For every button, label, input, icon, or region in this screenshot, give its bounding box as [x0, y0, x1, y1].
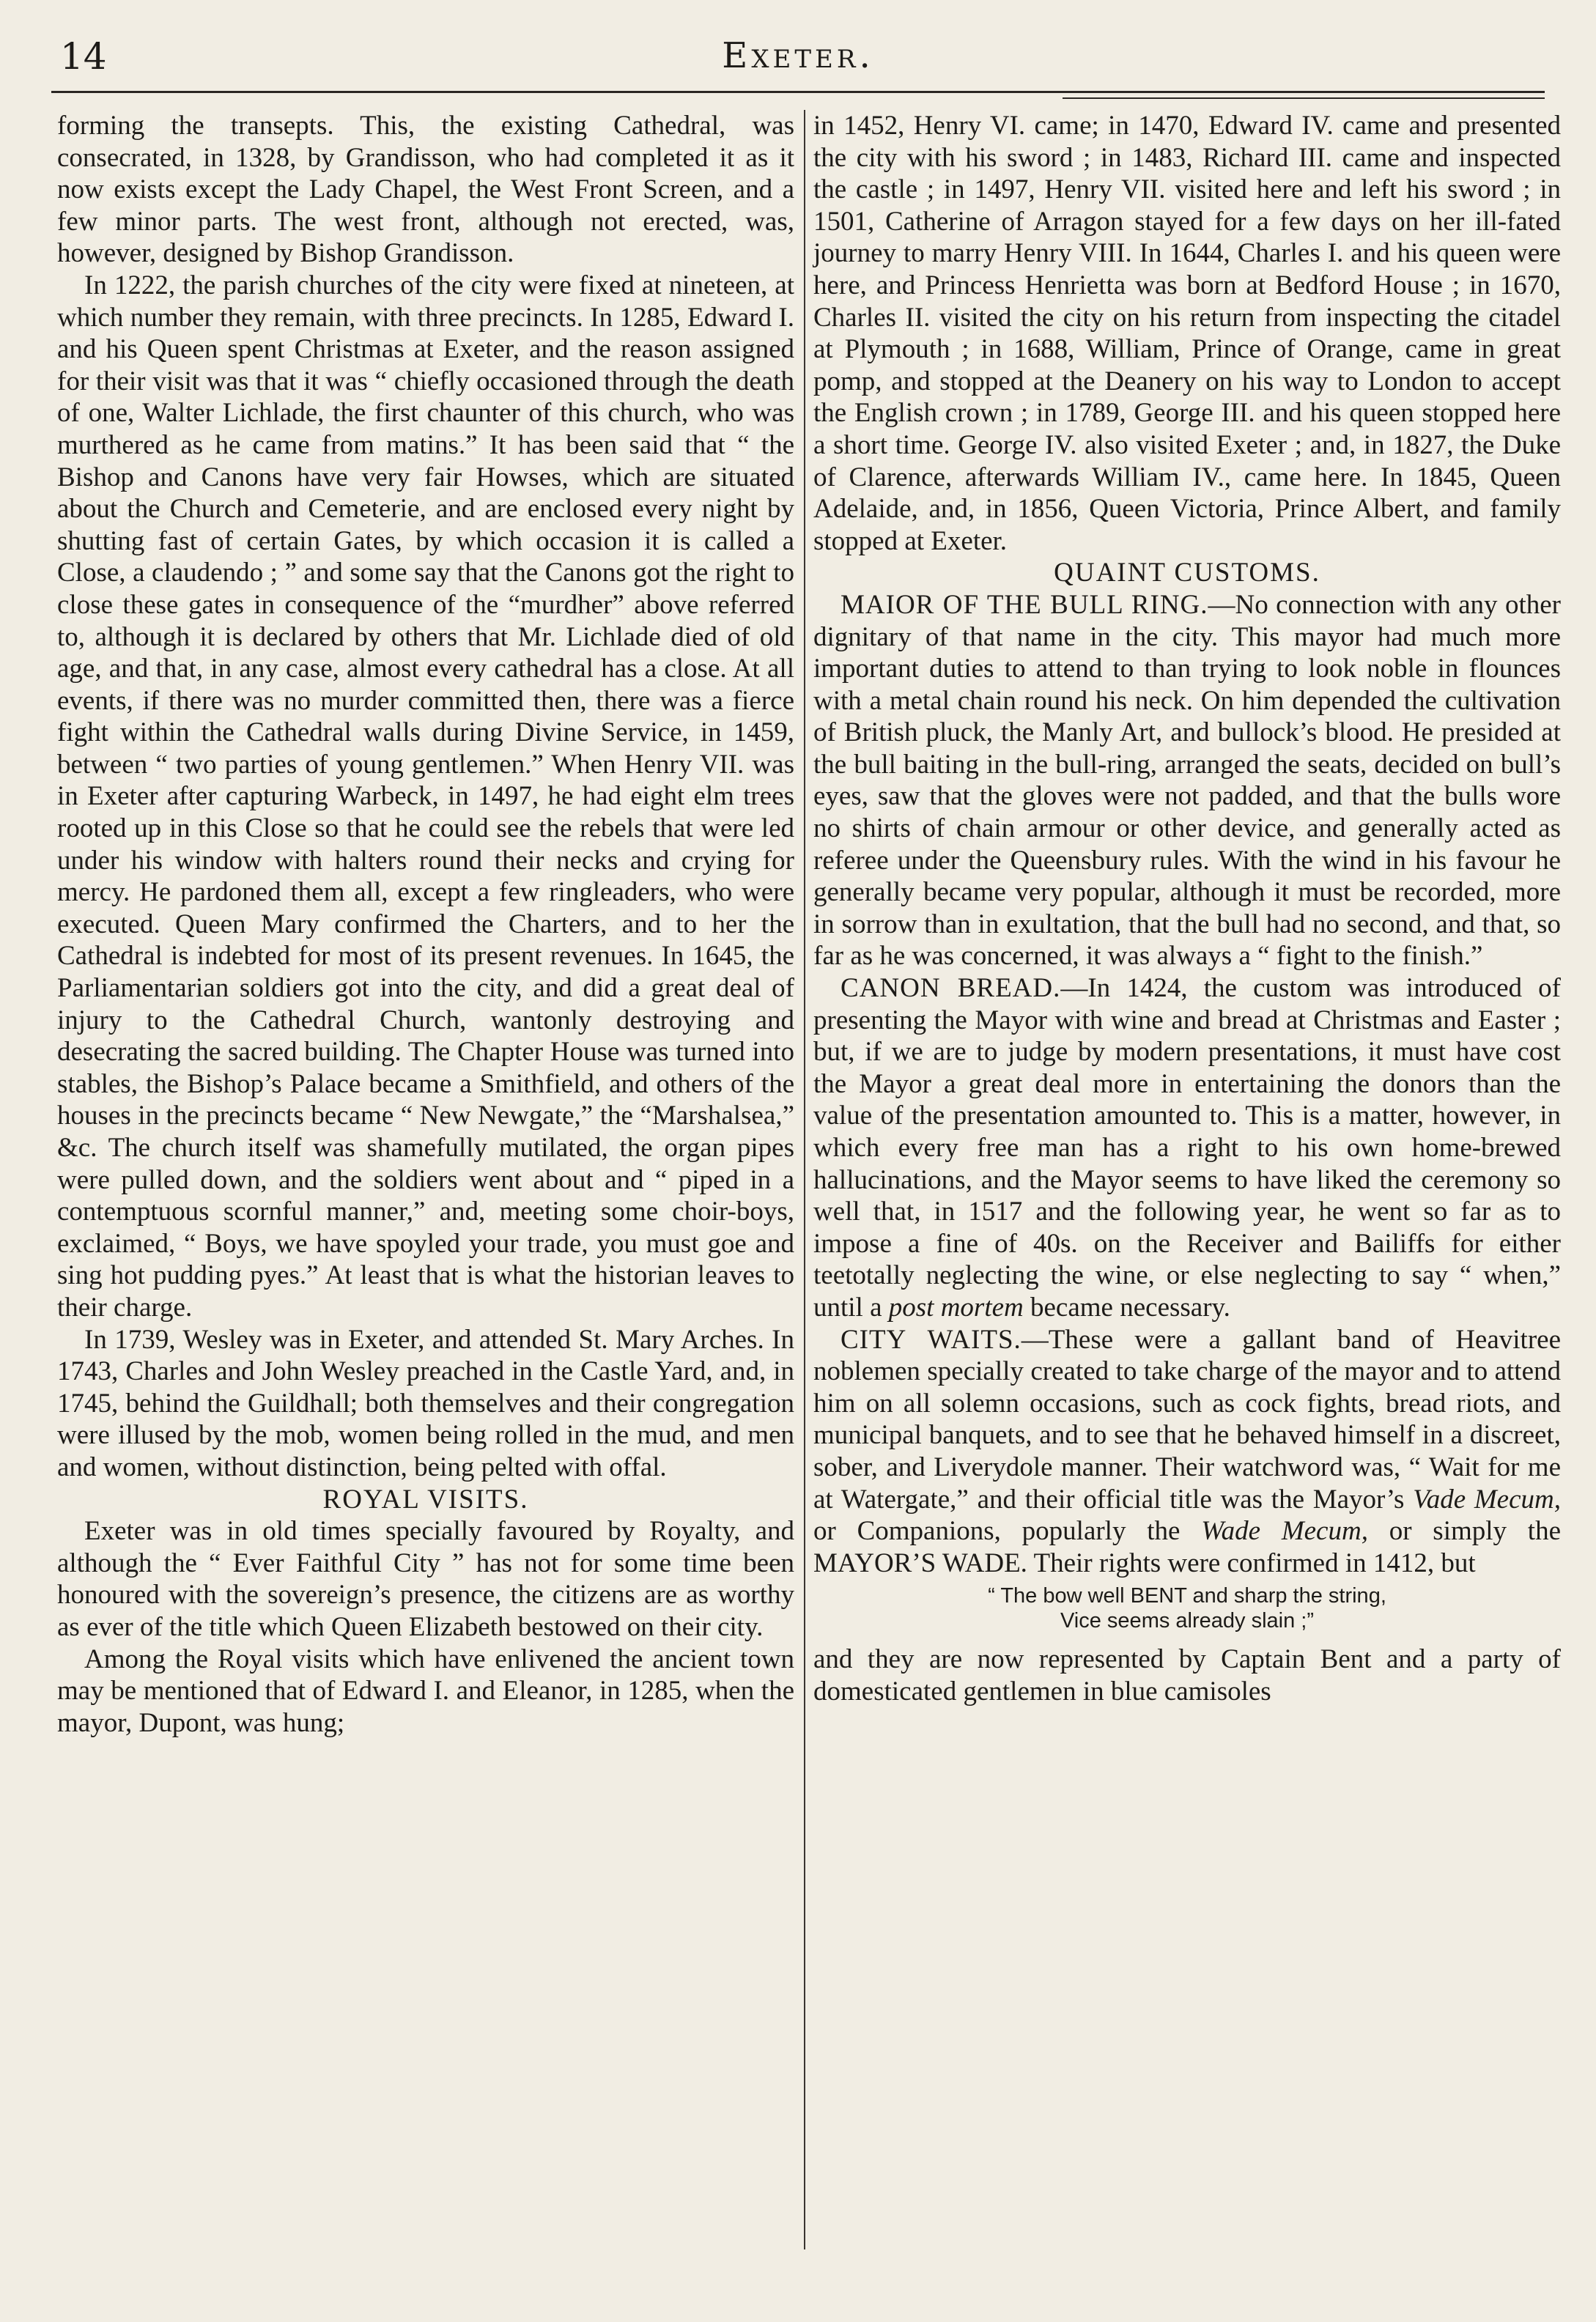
paragraph-city-waits: [813, 1324, 1561, 1580]
page-number: 14: [60, 35, 107, 78]
paragraph-text: —No connection with any other dignitary of that name in the city. This mayor had much more important duties to attend to than trying to look noble in flounces with a metal chain round his neck. On him depended the cultivation of British pluck, the Manly Art, and bullock’s blood. He presided at the bull baiting in the bull-ring, arranged the seats, decided on bull’s eyes, saw that the gloves were not padded, and that the bulls wore no shirts of chain armour or other device, and generally acted as referee under the Queensbury rules. With the wind in his favour he generally became very popular, although it must be recorded, more in sorrow than in exultation, that the bull had no second, and that, so far as he was concerned, it was always a “ fight to the finish.”: [813, 589, 1561, 972]
header-rule-short: [1063, 97, 1545, 99]
paragraph-text: —In 1424, the custom was introduced of presenting the Mayor with wine and bread at Christmas and Easter ; but, if we are to judge by modern presentations, it must have cost the Mayor a great deal more in entertaining the donors than the value of the presentation amounted to. This is a matter, however, in which every free man has a right to his own home-brewed hallucinations, and the Mayor seems to have liked the ceremony so well that, in 1517 and the following year, he went so far as to impose a fine of 40s. on the Receiver and Bailiffs for either teetotally neglecting the wine, or else neglecting to say “ when,” until a: [813, 973, 1561, 1323]
paragraph-text: or simply the MAYOR’S WADE. Their rights were confirmed in 1412, but: [813, 1516, 1562, 1578]
italic-text: Wade Mecum,: [1201, 1516, 1368, 1547]
paragraph: Among the Royal visits which have enlivened the ancient town may be mentioned that of Edward I. and Eleanor, in 1285, when the mayor, Dupont, was hung;: [57, 1643, 794, 1738]
paragraph: In 1739, Wesley was in Exeter, and attended St. Mary Arches. In 1743, Charles and John Wesley preached in the Castle Yard, and, in 1745, behind the Guildhall; both themselves and their congregation were illused by the mob, women being rolled in the mud, and men and women, without distinction, being pelted with offal.: [57, 1324, 794, 1482]
section-heading-quaint-customs: QUAINT CUSTOMS.: [1054, 558, 1320, 588]
section-heading-royal-visits: ROYAL VISITS.: [322, 1484, 529, 1515]
paragraph: In 1222, the parish churches of the city were fixed at nineteen, at which number they remain, with three precincts. In 1285, Edward I. and his Queen spent Christmas at Exeter, and the reason assigned for their visit was that it was “ chiefly occasioned through the death of one, Walter Lichlade, the first chaunter of this church, who was murthered as he came from matins.” It has been said that “ the Bishop and Canons have very fair Howses, which are situated about the Church and Cemeterie, and are enclosed every night by shutting fast of certain Gates, by which occasion it is called a Close, a claudendo ; ” and some say that the Canons got the right to close these gates in consequence of the “murdher” above referred to, although it is declared by others that Mr. Lichlade died of old age, and that, in any case, almost every cathedral has a close. At all events, if there was no murder committed then, there was a fierce fight within the Cathedral walls during Divine Service, in 1459, between “ two parties of young gentlemen.” When Henry VII. was in Exeter after capturing Warbeck, in 1497, he had eight elm trees rooted up in this Close so that he could see the rebels that were led under his window with halters round their necks and crying for mercy. He pardoned them all, except a few ringleaders, who were executed. Queen Mary confirmed the Charters, and to her the Cathedral is indebted for most of its present revenues. In 1645, the Parliamentarian soldiers got into the city, and did a great deal of injury to the Cathedral Church, wantonly destroying and desecrating the sacred building. The Chapter House was turned into stables, the Bishop’s Palace became a Smithfield, and others of the houses in the precincts became “ New Newgate,” the “Marshalsea,” &c. The church itself was shamefully mutilated, the organ pipes were pulled down, and the soldiers went about and “ piped in a contemptuous scornful manner,” and, meeting some choir-boys, exclaimed, “ Boys, we have spoyled your trade, you must goe and sing hot pudding pyes.” At least that is what the historian leaves to their charge.: [57, 270, 794, 1323]
subheading: CANON BREAD.: [841, 973, 1061, 1004]
paragraph-maior: [813, 589, 1561, 972]
subheading: MAIOR OF THE BULL RING.: [841, 589, 1208, 620]
right-column: [813, 110, 1561, 1708]
verse-quote: [813, 1583, 1561, 1633]
paragraph-text: became necessary.: [1023, 1292, 1230, 1323]
header-rule: [51, 91, 1545, 93]
paragraph: Exeter was in old times specially favoured by Royalty, and although the “ Ever Faithful City ” has not for some time been honoured with the sovereign’s presence, the citizens are as worthy as ever of the title which Queen Elizabeth bestowed on their city.: [57, 1516, 794, 1642]
paragraph-canon-bread: [813, 972, 1561, 1324]
subheading: CITY WAITS.: [841, 1324, 1021, 1355]
running-header: [51, 29, 1545, 88]
paragraph: forming the transepts. This, the existing Cathedral, was consecrated, in 1328, by Grandisson, who had completed it as it now exists except the Lady Chapel, the West Front Screen, and a few minor parts. The west front, although not erected, was, however, designed by Bishop Grandisson.: [57, 111, 794, 269]
paragraph: in 1452, Henry VI. came; in 1470, Edward IV. came and presented the city with his sword ; in 1483, Richard III. came and inspected the castle ; in 1497, Henry VII. visited here and left his sword ; in 1501, Catherine of Arragon stayed for a few days on her ill-fated journey to marry Henry VIII. In 1644, Charles I. and his queen were here, and Princess Henrietta was born at Bedford House ; in 1670, Charles II. visited the city on his return from inspecting the citadel at Plymouth ; in 1688, William, Prince of Orange, came in great pomp, and stopped at the Deanery on his way to London to accept the English crown ; in 1789, George III. and his queen stopped here a short time. George IV. also visited Exeter ; and, in 1827, the Duke of Clarence, afterwards William IV., came here. In 1845, Queen Adelaide, and, in 1856, Queen Victoria, Prince Albert, and family stopped at Exeter.: [813, 111, 1561, 556]
paragraph: and they are now represented by Captain Bent and a party of domesticated gentlemen in blue camisoles: [813, 1644, 1561, 1707]
quote-line: Vice seems already slain ;”: [1060, 1609, 1314, 1633]
running-title: Exeter.: [722, 35, 874, 76]
quote-line: “ The bow well BENT and sharp the string,: [988, 1584, 1386, 1608]
italic-text: Vade Mecum,: [1413, 1484, 1561, 1515]
italic-text: post mortem: [888, 1292, 1024, 1323]
left-column: [57, 110, 794, 1739]
paragraph-text: or Companions, popularly the: [813, 1516, 1202, 1547]
column-divider: [804, 110, 805, 2249]
paragraph-text: —These were a gallant band of Heavitree noblemen specially created to take charge of the mayor and to attend him on all solemn occasions, such as cock fights, bread riots, and municipal banquets, and to see that he behaved himself in a discreet, sober, and Liverydole manner. Their watchword was, “ Wait for me at Watergate,” and their official title was the Mayor’s: [813, 1324, 1561, 1515]
